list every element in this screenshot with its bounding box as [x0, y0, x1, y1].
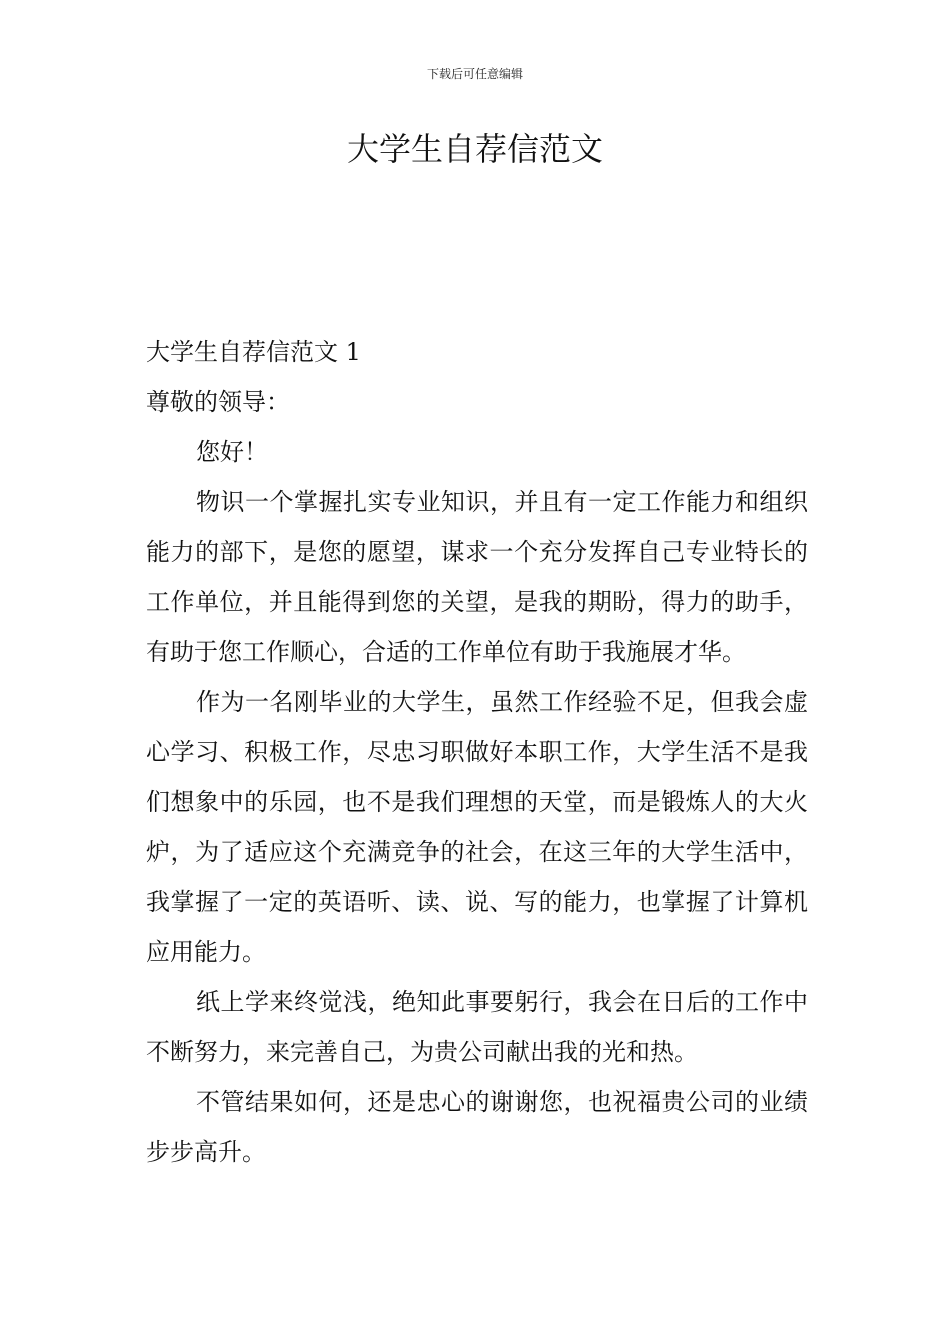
paragraph: 不管结果如何，还是忠心的谢谢您，也祝福贵公司的业绩步步高升。 — [146, 1088, 808, 1166]
document-title: 大学生自荐信范文 — [346, 130, 603, 168]
section-title: 大学生自荐信范文 1 — [146, 338, 361, 366]
letter-body — [146, 327, 808, 1177]
salutation: 尊敬的领导： — [146, 388, 290, 416]
paragraph: 纸上学来终觉浅，绝知此事要躬行，我会在日后的工作中不断努力，来完善自己，为贵公司献出我的光和热。 — [146, 988, 808, 1066]
header-note: 下载后可任意编辑 — [426, 67, 523, 81]
greeting: 您好！ — [196, 438, 268, 466]
paragraph: 物识一个掌握扎实专业知识，并且有一定工作能力和组织能力的部下，是您的愿望，谋求一个充分发挥自己专业特长的工作单位，并且能得到您的关望，是我的期盼，得力的助手，有助于您工作顺心，合适的工作单位有助于我施展才华。 — [146, 488, 808, 666]
paragraph: 作为一名刚毕业的大学生，虽然工作经验不足，但我会虚心学习、积极工作，尽忠习职做好本职工作，大学生活不是我们想象中的乐园，也不是我们理想的天堂，而是锻炼人的大火炉，为了适应这个充满竞争的社会，在这三年的大学生活中，我掌握了一定的英语听、读、说、写的能力，也掌握了计算机应用能力。 — [146, 688, 808, 966]
